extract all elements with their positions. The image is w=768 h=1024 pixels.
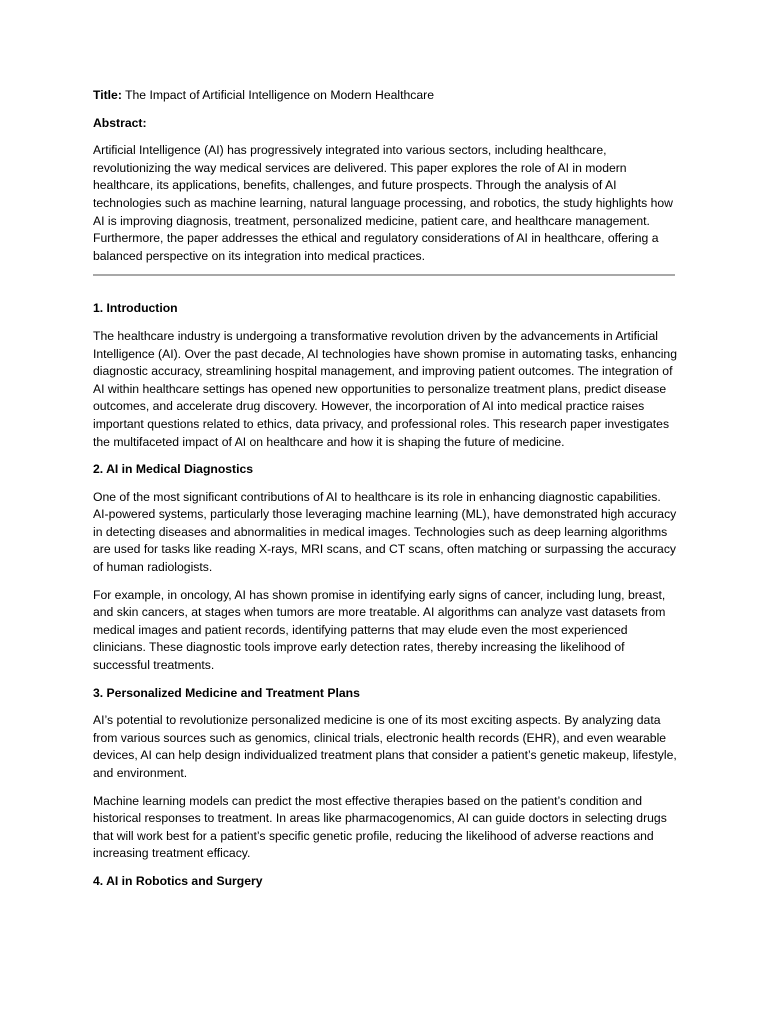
section-heading: 4. AI in Robotics and Surgery [93, 873, 263, 888]
title-text: The Impact of Artificial Intelligence on Modern Healthcare [121, 88, 434, 102]
section-introduction [93, 300, 677, 451]
horizontal-divider [93, 274, 675, 276]
title-label: Title: [93, 88, 122, 102]
body-paragraph: For example, in oncology, AI has shown promise in identifying early signs of cancer, including lung, breast, and skin cancers, at stages when tumors are more treatable. AI algorithms can analyze vast datasets from medical images and patient records, identifying patterns that may elude even the most experienced clinicians. These diagnostic tools improve early detection rates, thereby increasing the likelihood of successful treatments. [93, 587, 666, 673]
section-robotics [93, 873, 677, 891]
body-paragraph: Machine learning models can predict the most effective therapies based on the patient’s condition and historical responses to treatment. In areas like pharmacogenomics, AI can guide doctors in selecting drugs that will work best for a patient’s specific genetic profile, reducing the likelihood of adverse reactions and increasing treatment efficacy. [93, 793, 667, 861]
abstract-heading: Abstract: [93, 115, 147, 130]
section-heading: 1. Introduction [93, 301, 178, 316]
document-page [93, 87, 677, 901]
section-diagnostics [93, 461, 677, 675]
section-heading: 2. AI in Medical Diagnostics [93, 462, 254, 477]
body-paragraph: AI’s potential to revolutionize personalized medicine is one of its most exciting aspects. By analyzing data from various sources such as genomics, clinical trials, electronic health records (EHR), and even wearable devices, AI can help design individualized treatment plans that consider a patient’s genetic makeup, lifestyle, and environment. [93, 713, 677, 780]
body-paragraph: One of the most significant contributions of AI to healthcare is its role in enhancing diagnostic capabilities. AI-powered systems, particularly those leveraging machine learning (ML), have demonstrated high accuracy in detecting diseases and abnormalities in medical images. Technologies such as deep learning algorithms are used for tasks like reading X-rays, MRI scans, and CT scans, often matching or surpassing the accuracy of human radiologists. [93, 489, 677, 575]
section-heading: 3. Personalized Medicine and Treatment Plans [93, 685, 360, 700]
body-paragraph: The healthcare industry is undergoing a transformative revolution driven by the advancements in Artificial Intelligence (AI). Over the past decade, AI technologies have shown promise in automating tasks, enhancing diagnostic accuracy, streamlining hospital management, and improving patient outcomes. The integration of AI within healthcare settings has opened new opportunities to personalize treatment plans, predict disease outcomes, and accelerate drug discovery. However, the incorporation of AI into medical practice raises important questions related to ethics, data privacy, and professional roles. This research paper investigates the multifaceted impact of AI on healthcare and how it is shaping the future of medicine. [93, 328, 677, 449]
section-personalized-medicine [93, 685, 677, 863]
abstract-paragraph: Artificial Intelligence (AI) has progressively integrated into various sectors, including healthcare, revolutionizing the way medical services are delivered. This paper explores the role of AI in modern healthcare, its applications, benefits, challenges, and future prospects. Through the analysis of AI technologies such as machine learning, natural language processing, and robotics, the study highlights how AI is improving diagnosis, treatment, personalized medicine, patient care, and healthcare management. Furthermore, the paper addresses the ethical and regulatory considerations of AI in healthcare, offering a balanced perspective on its integration into medical practices. [93, 143, 673, 263]
document-title [93, 87, 677, 105]
